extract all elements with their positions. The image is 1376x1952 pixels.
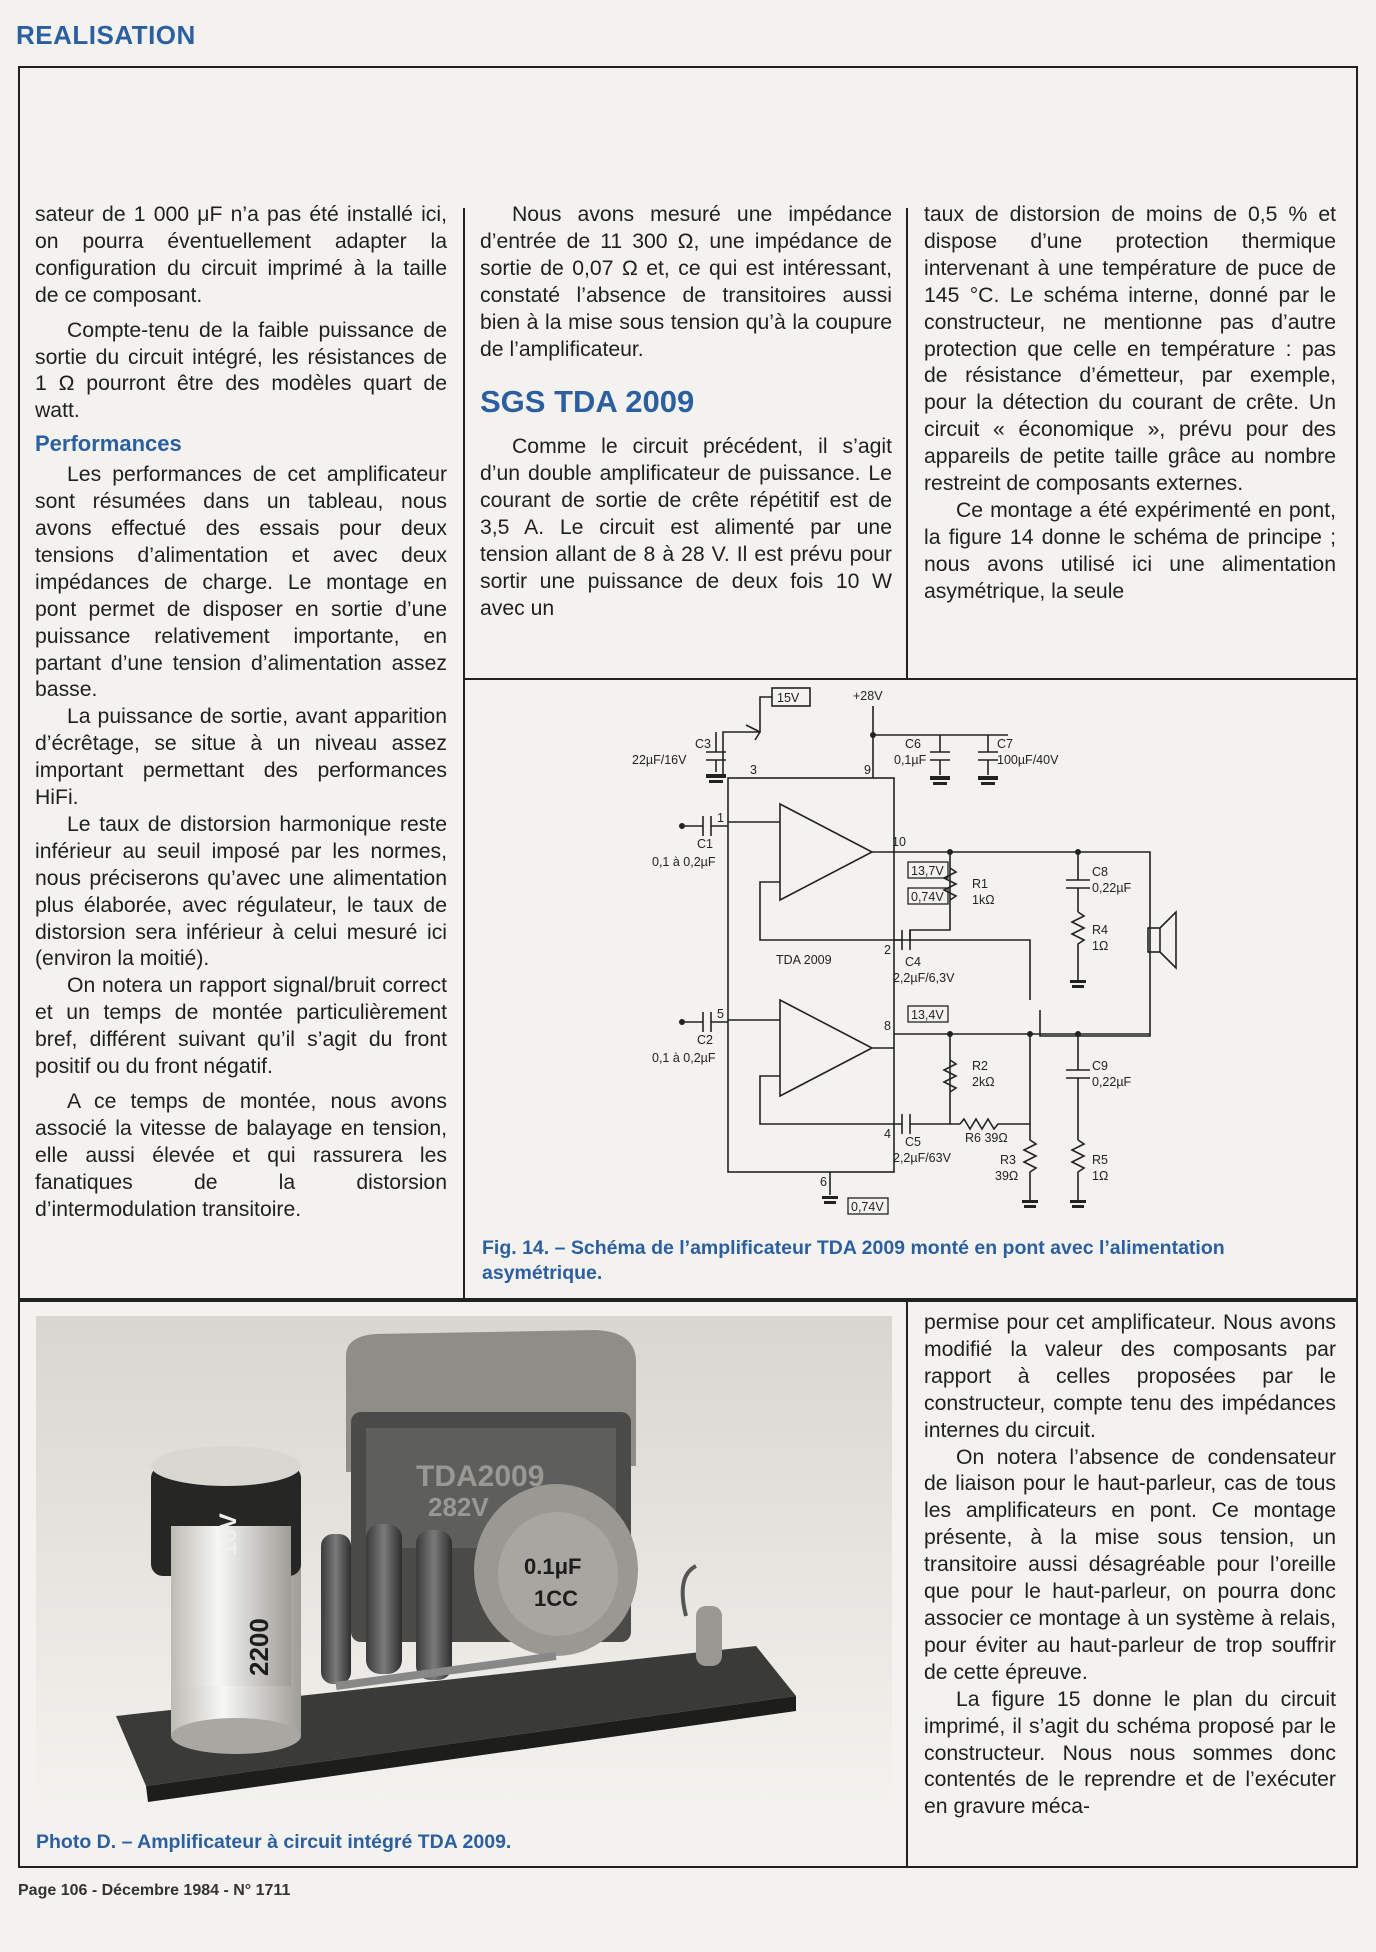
label-c1: C1: [697, 837, 713, 851]
pin-4: 4: [884, 1127, 891, 1141]
section-header: REALISATION: [16, 20, 196, 50]
pin-2: 2: [884, 943, 891, 957]
paragraph: La figure 15 donne le plan du circuit imprimé, il s’agit du schéma proposé par le constructeur. Nous nous sommes donc contentés de le reprendre et de l’exécuter en gravure méca-: [924, 1687, 1336, 1819]
label-c2: C2: [697, 1033, 713, 1047]
label-c8: C8: [1092, 865, 1108, 879]
label-r1-value: 1kΩ: [972, 893, 995, 907]
paragraph: Le taux de distorsion harmonique reste inférieur au seuil imposé par les normes, nous préciserons qu’avec une alimentation plus élaborée, avec régulateur, le taux de distorsion sera inférieur à celui mesuré ici (environ la moitié).: [35, 812, 447, 971]
label-13-4v: 13,4V: [911, 1008, 944, 1022]
label-0-74v-a: 0,74V: [911, 890, 944, 904]
paragraph: Ce montage a été expérimenté en pont, la figure 14 donne le schéma de principe ; nous avons utilisé ici une alimentation asymétrique, la seule: [924, 498, 1336, 603]
pin-5: 5: [717, 1007, 724, 1021]
pin-9: 9: [864, 763, 871, 777]
paragraph: On notera un rapport signal/bruit correct et un temps de montée particulièrement bref, différent suivant qu’il s’agit du front positif ou du front négatif.: [35, 974, 447, 1079]
label-c4: C4: [905, 955, 921, 969]
label-c6: C6: [905, 737, 921, 751]
text-column-4: [924, 1310, 1336, 1821]
paragraph: On notera l’absence de condensateur de liaison pour le haut-parleur, cas de tous les amplificateurs en pont. Ce montage présente, à la mise sous tension, un transitoire aussi désagréable pour l’oreille que pour le haut-parleur, on pourra donc associer ce montage à un système à relais, pour éviter au haut-parleur de trop souffrir de cette épreuve.: [924, 1445, 1336, 1684]
paragraph: taux de distorsion de moins de 0,5 % et dispose d’une protection thermique intervenant à une température de puce de 145 °C. Le schéma interne, donné par le constructeur, ne mentionne pas d’autre protection que celle en température : pas de résistance d’émetteur, par exemple, pour la détection du courant de crête. Un circuit « économique », prévu pour des appareils de petite taille grâce au nombre restreint de composants externes.: [924, 203, 1336, 496]
paragraph: Compte-tenu de la faible puissance de sortie du circuit intégré, les résistances de 1 Ω pourront être des modèles quart de watt.: [35, 318, 447, 423]
photo-caption: Photo D. – Amplificateur à circuit intégré TDA 2009.: [36, 1831, 512, 1853]
label-15v: 15V: [777, 691, 800, 705]
label-r4-value: 1Ω: [1092, 939, 1109, 953]
label-r5: R5: [1092, 1153, 1108, 1167]
label-c9-value: 0,22µF: [1092, 1075, 1132, 1089]
photo-disc-marking-2: 1CC: [534, 1586, 579, 1611]
label-c7-value: 100µF/40V: [997, 753, 1059, 767]
photo-chip-marking: TDA2009: [416, 1460, 545, 1493]
pin-1: 1: [717, 811, 724, 825]
label-r2: R2: [972, 1059, 988, 1073]
paragraph: Les performances de cet amplificateur sont résumées dans un tableau, nous avons effectué des essais pour deux tensions d’alimentation et avec deux impédances de charge. Le montage en pont permet de disposer en sortie d’une puissance relativement importante, en partant d’une tension d’alimentation assez basse.: [35, 463, 447, 702]
label-c9: C9: [1092, 1059, 1108, 1073]
pin-10: 10: [892, 835, 906, 849]
photo-cap-marking: 2200: [244, 1618, 274, 1676]
figure-caption: Fig. 14. – Schéma de l’amplificateur TDA 2009 monté en pont avec l’alimentation asymétrique.: [482, 1237, 1225, 1284]
label-r4: R4: [1092, 923, 1108, 937]
label-c5: C5: [905, 1135, 921, 1149]
label-c4-value: 2,2µF/6,3V: [893, 971, 955, 985]
label-13-7v: 13,7V: [911, 864, 944, 878]
pin-6: 6: [820, 1175, 827, 1189]
section-heading-tda2009: SGS TDA 2009: [480, 384, 695, 420]
paragraph: Comme le circuit précédent, il s’agit d’un double amplificateur de puissance. Le courant de sortie de crête répétitif est de 3,5 A. Le circuit est alimenté par une tension allant de 8 à 28 V. Il est prévu pour sortir une puissance de deux fois 10 W avec un: [480, 435, 892, 620]
label-chip: TDA 2009: [776, 953, 832, 967]
photo-disc-marking: 0.1μF: [524, 1554, 582, 1579]
label-r1: R1: [972, 877, 988, 891]
label-r5-value: 1Ω: [1092, 1169, 1109, 1183]
paragraph: Nous avons mesuré une impédance d’entrée de 11 300 Ω, une impédance de sortie de 0,07 Ω et, ce qui est intéressant, constaté l’absence de transitoires aussi bien à la mise sous tension qu’à la coupure de l’amplificateur.: [480, 203, 892, 361]
label-r2-value: 2kΩ: [972, 1075, 995, 1089]
label-0-74v-b: 0,74V: [851, 1200, 884, 1214]
label-c3: C3: [695, 737, 711, 751]
photo-amplifier: [36, 1316, 892, 1824]
pin-3: 3: [750, 763, 757, 777]
label-c6-value: 0,1µF: [894, 753, 927, 767]
paragraph: permise pour cet amplificateur. Nous avons modifié la valeur des composants par rapport à celles proposées par le constructeur, compte tenu des impédances internes du circuit.: [924, 1311, 1336, 1442]
paragraph: A ce temps de montée, nous avons associé la vitesse de balayage en tension, elle aussi élevée et qui rassurera les fanatiques de la distorsion d’intermodulation transitoire.: [35, 1090, 447, 1221]
label-r3: R3: [1000, 1153, 1016, 1167]
label-c1-value: 0,1 à 0,2µF: [652, 855, 716, 869]
paragraph: La puissance de sortie, avant apparition d’écrêtage, se situe à un niveau assez important permettant des performances HiFi.: [35, 705, 447, 810]
label-c2-value: 0,1 à 0,2µF: [652, 1051, 716, 1065]
page-footer: Page 106 - Décembre 1984 - N° 1711: [18, 1882, 291, 1899]
subheading-performances: Performances: [35, 431, 182, 457]
label-r3-value: 39Ω: [995, 1169, 1019, 1183]
photo-chip-marking-2: 282V: [428, 1492, 489, 1522]
label-28v: +28V: [853, 689, 883, 703]
label-c8-value: 0,22µF: [1092, 881, 1132, 895]
label-c5-value: 2,2µF/63V: [893, 1151, 951, 1165]
photo-cap-marking-2: 16V: [215, 1513, 242, 1556]
label-c7: C7: [997, 737, 1013, 751]
paragraph: sateur de 1 000 μF n’a pas été installé ici, on pourra éventuellement adapter la configuration du circuit imprimé à la taille de ce composant.: [35, 203, 447, 307]
pin-8: 8: [884, 1019, 891, 1033]
label-r6: R6 39Ω: [965, 1131, 1008, 1145]
label-c3-value: 22µF/16V: [632, 753, 687, 767]
